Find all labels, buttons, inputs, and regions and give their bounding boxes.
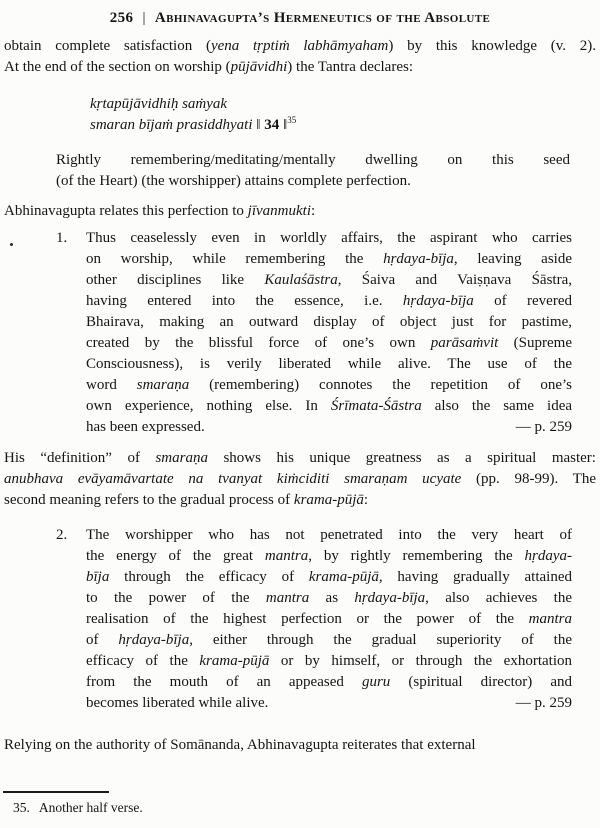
item-text-1: Thus ceaselessly even in worldly affairs, the aspirant who carries on worship, while remembering the hṛdaya-bīja, leaving aside other disciplines like Kaulaśāstra, Śaiva and Vaiṣṇava Śāstra, having entered into the essence, i.e. hṛdaya-bīja of revered Bhairava, making an outward display of object just for pastime, created by the blissful force of one’s own parāsaṁvit (Supreme Consciousness), is verily liberated while alive. The use of the word smaraṇa (remembering) connotes the repetition of one’s own experience, nothing else. In Śrīmata-Śāstra also the same idea — p. 259 has been expressed. [86, 230, 573, 435]
sanskrit-verse: kṛtapūjāvidhiḥ saṁyak smaran bījaṁ prasiddhyati ‖ 34 ‖$^{35}$ [90, 96, 297, 133]
item-number-1: 1. [56, 230, 68, 246]
item-number-2: 2. [56, 527, 68, 543]
footnote-text: Another half verse. [38, 800, 143, 815]
paragraph-intro: obtain complete satisfaction (yena tṛptiṁ labhāmyaham) by this knowledge (v. 2). At the end of the section on worship (pūjāvidhi) the Tantra declares: [4, 38, 597, 75]
numbered-quote-2 [56, 525, 572, 714]
page-number: 256 [109, 10, 134, 26]
scan-artifact-dot [10, 243, 13, 246]
footnote-number: 35. [13, 800, 30, 815]
header-separator: | [142, 10, 146, 26]
footnote-line [4, 798, 596, 817]
paragraph-closing: Relying on the authority of Somānanda, Abhinavagupta reiterates that external [4, 737, 476, 753]
running-title: Abhinavagupta’s Hermeneutics of the Absolute [154, 10, 491, 26]
page-header [4, 8, 596, 29]
footnote-rule [3, 791, 109, 793]
verse-translation-quote: Rightly remembering/meditating/mentally dwelling on this seed (of the Heart) (the worshipper) attains complete perfection. [56, 152, 570, 189]
item-text-2: The worshipper who has not penetrated into the very heart of the energy of the great mantra, by rightly remembering the hṛdaya- bīja through the efficacy of krama-pūjā, having gradually attained to the power of the mantra as hṛdaya-bīja, also achieves the realisation of the highest perfection or the power of the mantra of hṛdaya-bīja, either through the gradual superiority of the efficacy of the krama-pūjā or by himself, or through the exhortation from the mouth of an appeased guru (spiritual director) and — p. 259 becomes liberated while alive. [86, 527, 572, 711]
paragraph-jivanmukti: Abhinavagupta relates this perfection to jīvanmukti: [4, 203, 316, 219]
footnote [4, 791, 596, 817]
paragraph-definition: His “definition” of smaraṇa shows his unique greatness as a spiritual master: anubhava evāyamāvartate na tvanyat kiṁciditi smaraṇam ucyate (pp. 98-99). The second meaning refers to the gradual process of krama-pūjā: [4, 450, 596, 508]
numbered-quote-1 [56, 228, 572, 438]
